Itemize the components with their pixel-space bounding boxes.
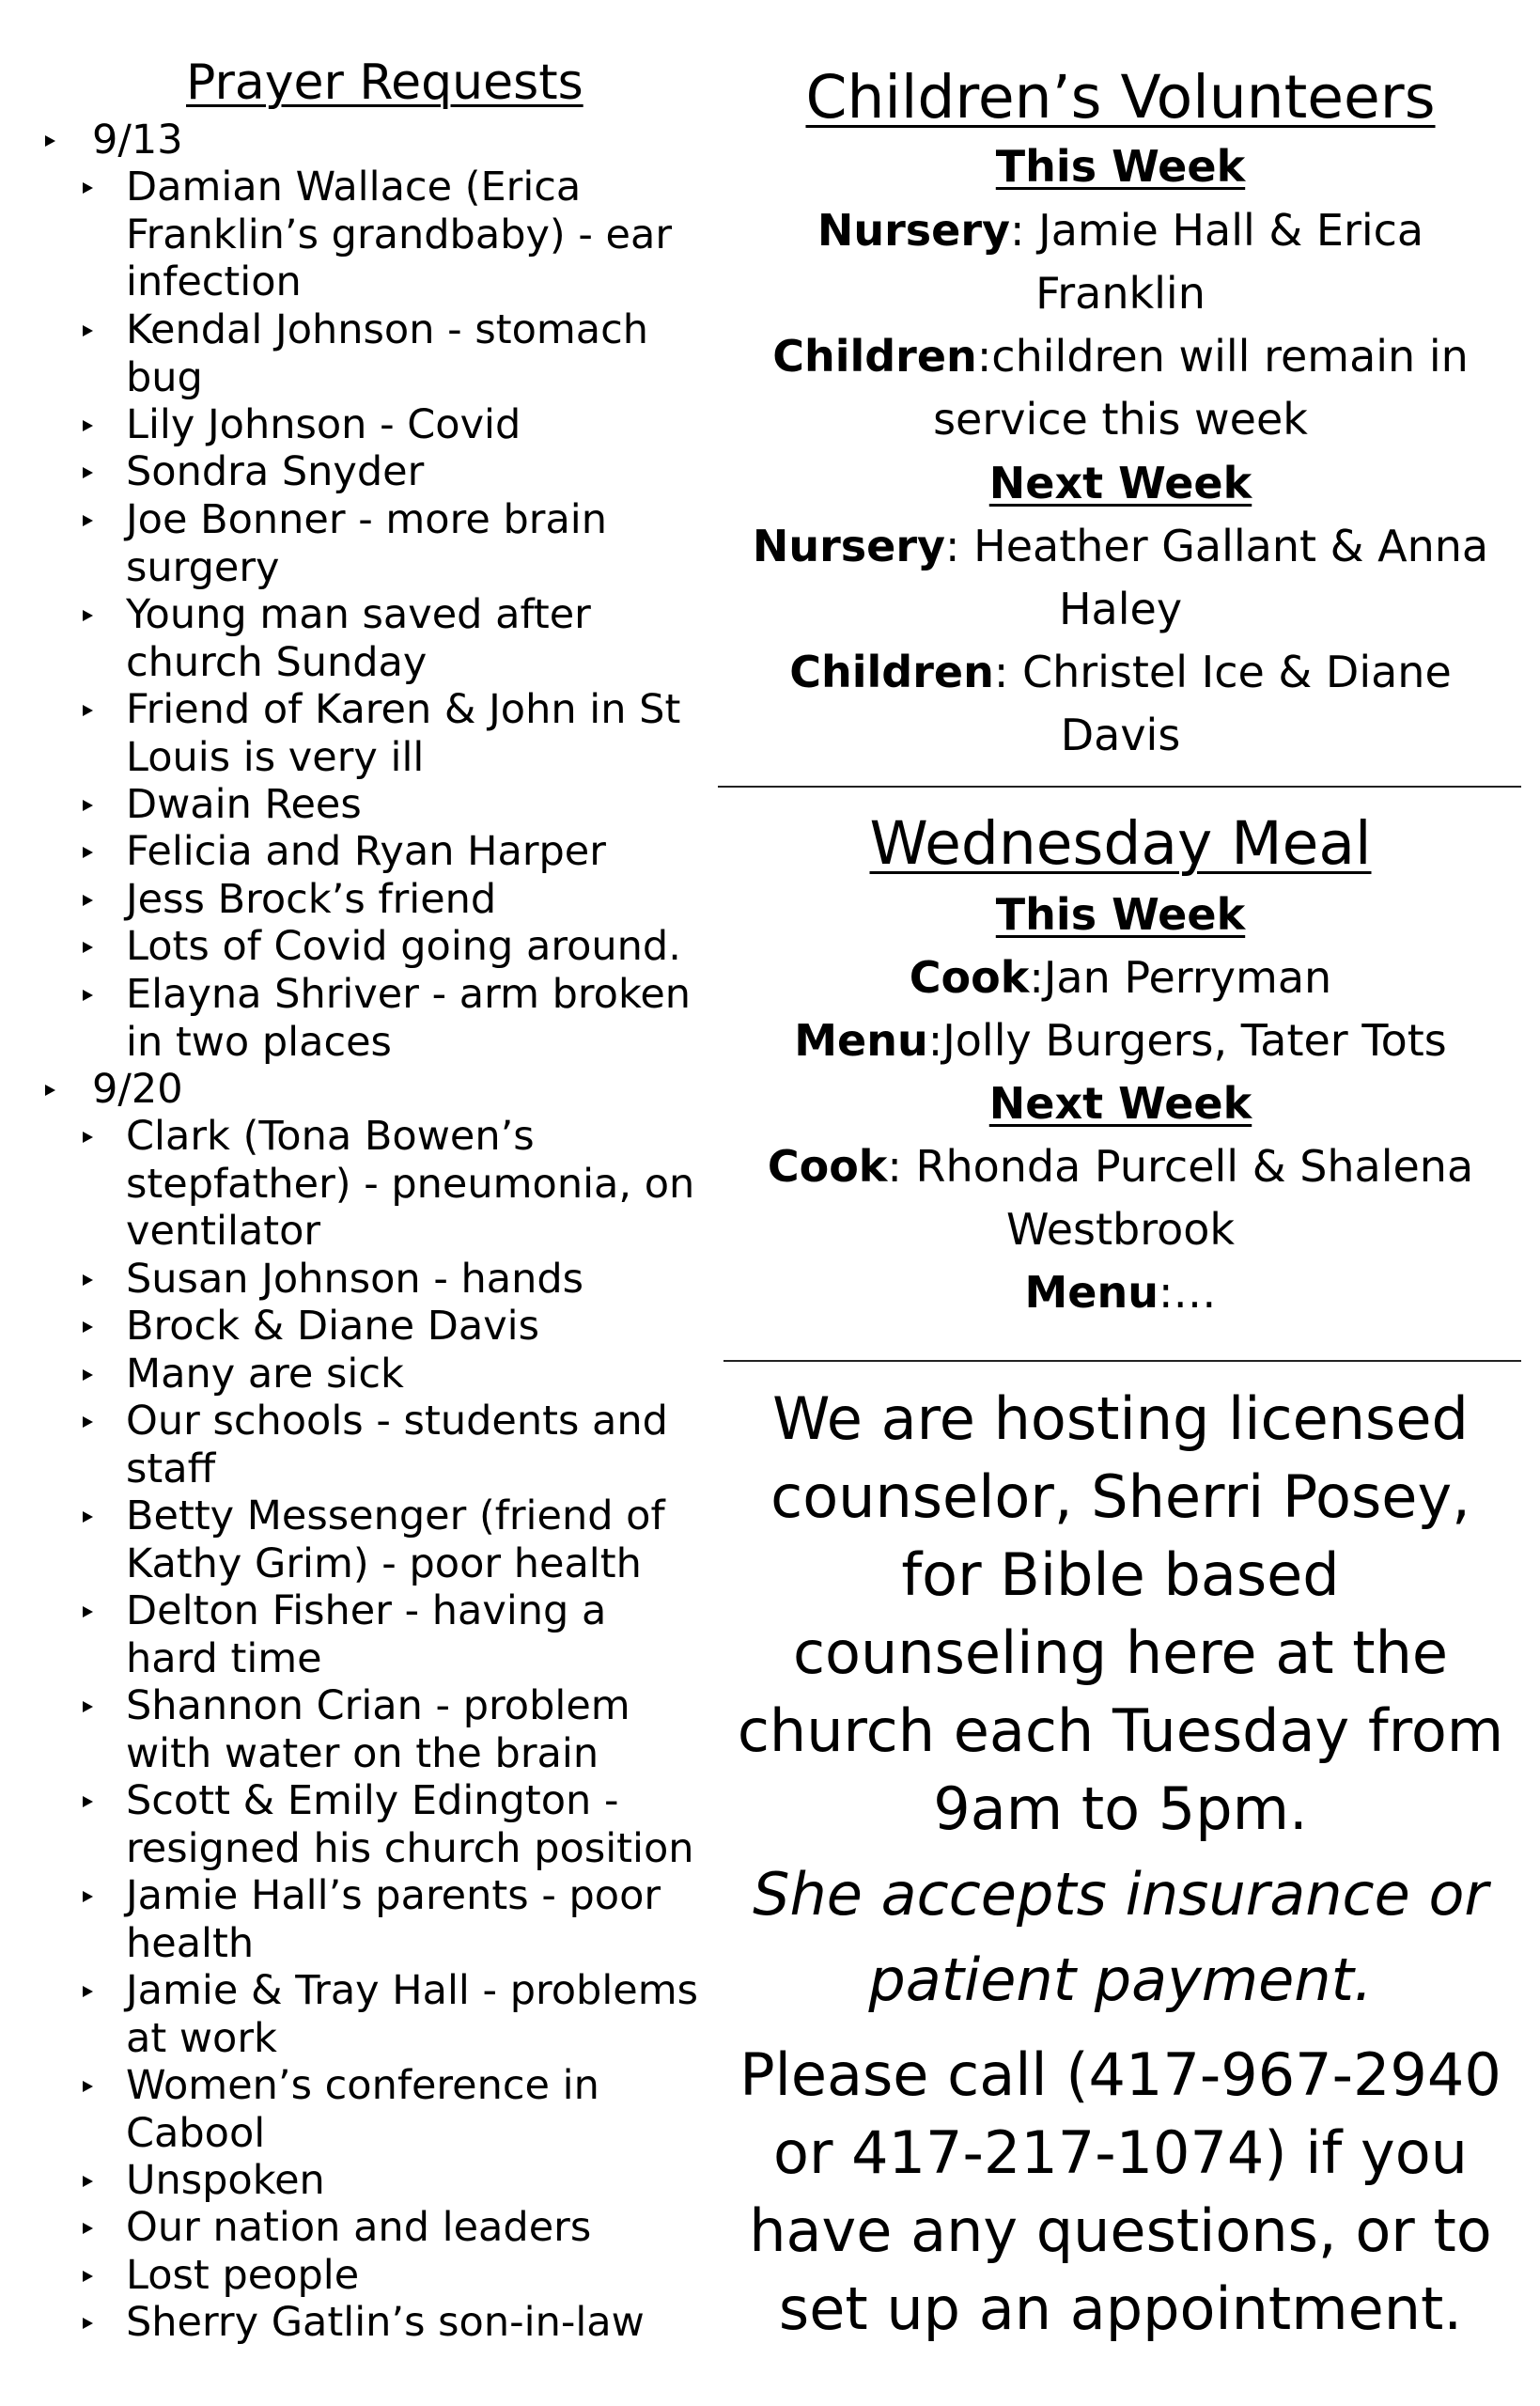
bullet-triangle-icon — [83, 515, 93, 526]
vol-this-week-nursery-cont: Franklin — [1035, 268, 1206, 319]
bullet-triangle-icon — [83, 1321, 93, 1333]
bullet-triangle-icon — [83, 942, 93, 953]
bullet-triangle-icon — [83, 182, 93, 194]
meal-this-week-cook: Cook:Jan Perryman — [909, 952, 1332, 1003]
counseling-payment-line: patient payment. — [868, 1945, 1373, 2014]
vol-next-week-heading: Next Week — [988, 458, 1252, 508]
counseling-line: for Bible based — [901, 1540, 1340, 1609]
vol-this-week-nursery: Nursery: Jamie Hall & Erica — [817, 205, 1424, 256]
bullet-triangle-icon — [83, 1701, 93, 1712]
vol-this-week-children: Children:children will remain in — [772, 331, 1469, 382]
meal-this-week-menu: Menu:Jolly Burgers, Tater Tots — [794, 1015, 1447, 1066]
counseling-contact-line: Please call (417-967-2940 — [739, 2040, 1501, 2109]
bullet-triangle-icon — [83, 2271, 93, 2282]
wednesday-meal-title: Wednesday Meal — [869, 809, 1372, 878]
bullet-triangle-icon — [83, 1416, 93, 1428]
vol-next-week-children-cont: Davis — [1060, 710, 1181, 760]
counseling-line: counselor, Sherri Posey, — [770, 1462, 1470, 1531]
vol-next-week-nursery-cont: Haley — [1058, 584, 1183, 634]
counseling-line: church each Tuesday from — [737, 1696, 1504, 1765]
counseling-line: We are hosting licensed — [772, 1384, 1469, 1453]
counseling-contact-line: set up an appointment. — [778, 2274, 1463, 2343]
bullet-triangle-icon — [83, 895, 93, 906]
date-label: 9/20 — [92, 1066, 183, 1113]
bullet-triangle-icon — [83, 1274, 93, 1286]
bullet-triangle-icon — [83, 2223, 93, 2234]
counseling-line: counseling here at the — [792, 1618, 1449, 1687]
counseling-contact-line: or 417-217-1074) if you — [773, 2118, 1468, 2187]
bullet-triangle-icon — [83, 610, 93, 621]
bullet-triangle-icon — [83, 2081, 93, 2092]
section-divider — [723, 1360, 1521, 1362]
meal-next-week-heading: Next Week — [988, 1078, 1252, 1129]
bullet-triangle-icon — [83, 2176, 93, 2187]
bullet-triangle-icon — [45, 1085, 55, 1096]
counseling-line: 9am to 5pm. — [933, 1774, 1308, 1843]
counseling-contact-line: have any questions, or to — [749, 2196, 1492, 2265]
bullet-triangle-icon — [83, 705, 93, 716]
childrens-volunteers-title: Children’s Volunteers — [805, 63, 1436, 132]
vol-next-week-nursery: Nursery: Heather Gallant & Anna — [752, 521, 1489, 571]
vol-this-week-heading: This Week — [995, 141, 1246, 192]
prayer-requests-title: Prayer Requests — [186, 55, 583, 111]
meal-this-week-heading: This Week — [995, 889, 1246, 940]
vol-this-week-children-cont: service this week — [933, 394, 1308, 445]
bullet-triangle-icon — [83, 1511, 93, 1523]
vol-next-week-children: Children: Christel Ice & Diane — [789, 647, 1452, 697]
counseling-payment-line: She accepts insurance or — [753, 1860, 1488, 1929]
bullet-triangle-icon — [83, 800, 93, 811]
bullet-triangle-icon — [83, 420, 93, 431]
list-item: Damian Wallace (Erica Franklin’s grandbaby) - ear infection — [0, 164, 714, 306]
bullet-triangle-icon — [83, 1986, 93, 1997]
bullet-triangle-icon — [83, 847, 93, 858]
bullet-triangle-icon — [83, 1369, 93, 1381]
bullet-triangle-icon — [83, 2318, 93, 2329]
bullet-triangle-icon — [45, 135, 55, 147]
meal-next-week-cook-cont: Westbrook — [1005, 1204, 1236, 1255]
bullet-triangle-icon — [83, 467, 93, 478]
meal-next-week-cook: Cook: Rhonda Purcell & Shalena — [767, 1141, 1474, 1192]
bullet-triangle-icon — [83, 1891, 93, 1902]
date-label: 9/13 — [92, 117, 183, 164]
section-divider — [718, 786, 1521, 788]
bullet-triangle-icon — [83, 1796, 93, 1807]
bullet-triangle-icon — [83, 325, 93, 336]
bullet-triangle-icon — [83, 1606, 93, 1617]
bullet-triangle-icon — [83, 1132, 93, 1143]
meal-next-week-menu: Menu:… — [1024, 1267, 1217, 1318]
bullet-triangle-icon — [83, 990, 93, 1001]
